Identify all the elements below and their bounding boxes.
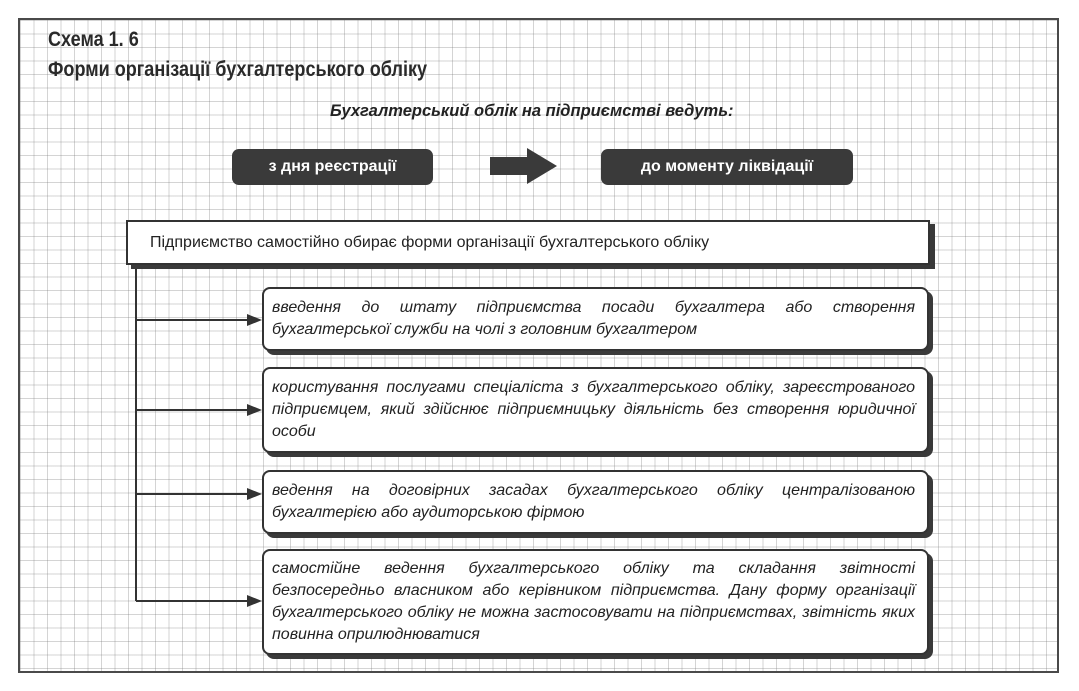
- main-choice-box: Підприємство самостійно обирає форми організації бухгалтерського обліку: [126, 220, 930, 265]
- start-period-pill: з дня реєстрації: [232, 149, 433, 185]
- diagram-subtitle: Бухгалтерський облік на підприємстві ведуть:: [330, 102, 734, 120]
- scheme-number: Схема 1. 6: [48, 28, 139, 51]
- option-text-3: ведення на договірних засадах бухгалтерського обліку централізованою бухгалтерією або аудиторською фірмою: [272, 482, 915, 521]
- arrowhead-icon: [247, 404, 262, 416]
- scheme-title: Форми організації бухгалтерського обліку: [48, 58, 428, 81]
- right-arrow-icon: [490, 148, 557, 184]
- option-text-4: самостійне ведення бухгалтерського обліку та складання звітності безпосередньо власником або керівником підприємства. Дану форму організації бухгалтерського обліку не можна застосовувати на підприємствах, звітність яких повинна оприлюднюватися: [272, 560, 915, 643]
- option-box-4: [262, 549, 929, 655]
- option-box-1: [262, 287, 929, 351]
- option-text-2: користування послугами спеціаліста з бухгалтерського обліку, зареєстрованого підприємцем, який здійснює підприємницьку діяльність без створення юридичної особи: [272, 379, 915, 440]
- branch-lines: [136, 265, 248, 601]
- arrowhead-icon: [247, 595, 262, 607]
- option-text-1: введення до штату підприємства посади бухгалтера або створення бухгалтерської служби на чолі з головним бухгалтером: [272, 299, 915, 338]
- arrowhead-icon: [247, 488, 262, 500]
- end-period-pill: до моменту ліквідації: [601, 149, 853, 185]
- option-box-3: [262, 470, 929, 534]
- option-box-2: [262, 367, 929, 453]
- arrowhead-icon: [247, 314, 262, 326]
